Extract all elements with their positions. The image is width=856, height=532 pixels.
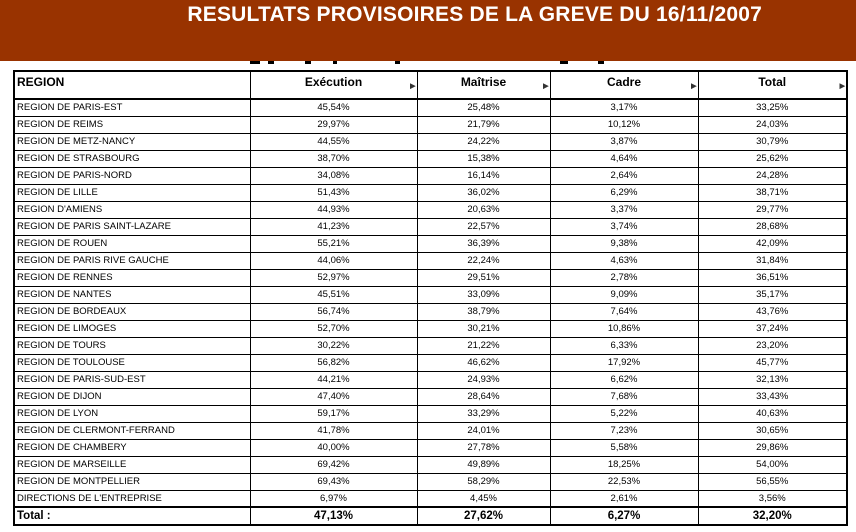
table-row bbox=[14, 405, 847, 422]
execution-cell: 44,21% bbox=[250, 371, 417, 388]
header-label: Maîtrise bbox=[460, 75, 507, 89]
cadre-cell: 6,29% bbox=[550, 184, 698, 201]
header-label: Total bbox=[758, 75, 787, 89]
total-cell: 35,17% bbox=[698, 286, 847, 303]
dropdown-arrow-icon[interactable]: ▶ bbox=[691, 83, 697, 90]
cadre-cell: 3,17% bbox=[550, 99, 698, 116]
table-row bbox=[14, 456, 847, 473]
table-row bbox=[14, 184, 847, 201]
banner-cut-strip bbox=[0, 61, 856, 68]
total-cell: 45,77% bbox=[698, 354, 847, 371]
table-row bbox=[14, 303, 847, 320]
maitrise-cell: 4,45% bbox=[417, 490, 550, 507]
dropdown-arrow-icon[interactable]: ▶ bbox=[410, 83, 416, 90]
total-cell: 25,62% bbox=[698, 150, 847, 167]
header-label: Exécution bbox=[304, 75, 363, 89]
execution-cell: 55,21% bbox=[250, 235, 417, 252]
maitrise-cell: 28,64% bbox=[417, 388, 550, 405]
header-cell-execution[interactable] bbox=[250, 71, 417, 99]
execution-cell: 52,97% bbox=[250, 269, 417, 286]
execution-cell: 41,23% bbox=[250, 218, 417, 235]
table-row bbox=[14, 252, 847, 269]
maitrise-cell: 24,22% bbox=[417, 133, 550, 150]
total-cell: 30,65% bbox=[698, 422, 847, 439]
region-name-cell: Total : bbox=[14, 507, 250, 525]
execution-cell: 45,51% bbox=[250, 286, 417, 303]
cadre-cell: 7,64% bbox=[550, 303, 698, 320]
execution-cell: 30,22% bbox=[250, 337, 417, 354]
execution-cell: 29,97% bbox=[250, 116, 417, 133]
maitrise-cell: 24,93% bbox=[417, 371, 550, 388]
execution-cell: 41,78% bbox=[250, 422, 417, 439]
cadre-cell: 3,74% bbox=[550, 218, 698, 235]
maitrise-cell: 22,57% bbox=[417, 218, 550, 235]
region-name-cell: REGION DE CHAMBERY bbox=[14, 439, 250, 456]
region-name-cell: REGION DE MONTPELLIER bbox=[14, 473, 250, 490]
table-row bbox=[14, 167, 847, 184]
cadre-cell: 6,33% bbox=[550, 337, 698, 354]
table-row bbox=[14, 235, 847, 252]
maitrise-cell: 15,38% bbox=[417, 150, 550, 167]
dropdown-arrow-icon[interactable]: ▶ bbox=[839, 83, 845, 90]
total-cell: 37,24% bbox=[698, 320, 847, 337]
maitrise-cell: 58,29% bbox=[417, 473, 550, 490]
header-cell-total[interactable] bbox=[698, 71, 847, 99]
maitrise-cell: 21,79% bbox=[417, 116, 550, 133]
total-row bbox=[14, 507, 847, 525]
results-table bbox=[13, 70, 848, 526]
table-row bbox=[14, 201, 847, 218]
table-row bbox=[14, 133, 847, 150]
maitrise-cell: 29,51% bbox=[417, 269, 550, 286]
region-name-cell: REGION DE PARIS SAINT-LAZARE bbox=[14, 218, 250, 235]
region-name-cell: REGION DE STRASBOURG bbox=[14, 150, 250, 167]
region-name-cell: REGION D'AMIENS bbox=[14, 201, 250, 218]
table-row bbox=[14, 286, 847, 303]
total-cell: 3,56% bbox=[698, 490, 847, 507]
table-row bbox=[14, 388, 847, 405]
header-cell-region bbox=[14, 71, 250, 99]
cadre-cell: 6,27% bbox=[550, 507, 698, 525]
execution-cell: 44,55% bbox=[250, 133, 417, 150]
region-name-cell: REGION DE DIJON bbox=[14, 388, 250, 405]
total-cell: 24,28% bbox=[698, 167, 847, 184]
cadre-cell: 10,12% bbox=[550, 116, 698, 133]
execution-cell: 47,13% bbox=[250, 507, 417, 525]
table-row bbox=[14, 354, 847, 371]
execution-cell: 56,74% bbox=[250, 303, 417, 320]
region-name-cell: REGION DE PARIS-NORD bbox=[14, 167, 250, 184]
results-table-container bbox=[13, 70, 846, 524]
page-title: RESULTATS PROVISOIRES DE LA GREVE DU 16/11/2007 bbox=[187, 3, 762, 26]
maitrise-cell: 33,09% bbox=[417, 286, 550, 303]
region-name-cell: REGION DE PARIS-SUD-EST bbox=[14, 371, 250, 388]
cadre-cell: 3,37% bbox=[550, 201, 698, 218]
execution-cell: 52,70% bbox=[250, 320, 417, 337]
total-cell: 33,25% bbox=[698, 99, 847, 116]
maitrise-cell: 20,63% bbox=[417, 201, 550, 218]
dropdown-arrow-icon[interactable]: ▶ bbox=[543, 83, 549, 90]
table-row bbox=[14, 99, 847, 116]
maitrise-cell: 24,01% bbox=[417, 422, 550, 439]
header-cell-cadre[interactable] bbox=[550, 71, 698, 99]
cadre-cell: 22,53% bbox=[550, 473, 698, 490]
total-cell: 32,20% bbox=[698, 507, 847, 525]
execution-cell: 40,00% bbox=[250, 439, 417, 456]
region-name-cell: REGION DE LYON bbox=[14, 405, 250, 422]
table-row bbox=[14, 371, 847, 388]
execution-cell: 44,06% bbox=[250, 252, 417, 269]
region-name-cell: REGION DE METZ-NANCY bbox=[14, 133, 250, 150]
total-cell: 42,09% bbox=[698, 235, 847, 252]
total-cell: 43,76% bbox=[698, 303, 847, 320]
total-cell: 54,00% bbox=[698, 456, 847, 473]
region-name-cell: REGION DE ROUEN bbox=[14, 235, 250, 252]
cadre-cell: 9,38% bbox=[550, 235, 698, 252]
total-cell: 40,63% bbox=[698, 405, 847, 422]
total-cell: 36,51% bbox=[698, 269, 847, 286]
table-row bbox=[14, 422, 847, 439]
maitrise-cell: 36,02% bbox=[417, 184, 550, 201]
cadre-cell: 2,78% bbox=[550, 269, 698, 286]
cadre-cell: 4,64% bbox=[550, 150, 698, 167]
cadre-cell: 7,68% bbox=[550, 388, 698, 405]
maitrise-cell: 36,39% bbox=[417, 235, 550, 252]
total-cell: 31,84% bbox=[698, 252, 847, 269]
region-name-cell: REGION DE BORDEAUX bbox=[14, 303, 250, 320]
table-row bbox=[14, 320, 847, 337]
region-name-cell: REGION DE PARIS RIVE GAUCHE bbox=[14, 252, 250, 269]
execution-cell: 45,54% bbox=[250, 99, 417, 116]
total-cell: 24,03% bbox=[698, 116, 847, 133]
maitrise-cell: 30,21% bbox=[417, 320, 550, 337]
header-cell-maitrise[interactable] bbox=[417, 71, 550, 99]
region-name-cell: REGION DE LILLE bbox=[14, 184, 250, 201]
total-cell: 32,13% bbox=[698, 371, 847, 388]
execution-cell: 34,08% bbox=[250, 167, 417, 184]
region-name-cell: REGION DE MARSEILLE bbox=[14, 456, 250, 473]
total-cell: 33,43% bbox=[698, 388, 847, 405]
maitrise-cell: 38,79% bbox=[417, 303, 550, 320]
cadre-cell: 2,64% bbox=[550, 167, 698, 184]
execution-cell: 69,43% bbox=[250, 473, 417, 490]
execution-cell: 59,17% bbox=[250, 405, 417, 422]
table-row bbox=[14, 439, 847, 456]
cadre-cell: 9,09% bbox=[550, 286, 698, 303]
table-row bbox=[14, 269, 847, 286]
maitrise-cell: 49,89% bbox=[417, 456, 550, 473]
table-row bbox=[14, 218, 847, 235]
header-label: Cadre bbox=[606, 75, 641, 89]
table-row bbox=[14, 150, 847, 167]
cadre-cell: 6,62% bbox=[550, 371, 698, 388]
region-name-cell: REGION DE TOURS bbox=[14, 337, 250, 354]
total-cell: 28,68% bbox=[698, 218, 847, 235]
table-row bbox=[14, 337, 847, 354]
cadre-cell: 18,25% bbox=[550, 456, 698, 473]
cadre-cell: 10,86% bbox=[550, 320, 698, 337]
cadre-cell: 5,22% bbox=[550, 405, 698, 422]
title-banner bbox=[0, 0, 856, 61]
table-row bbox=[14, 473, 847, 490]
table-row bbox=[14, 116, 847, 133]
execution-cell: 6,97% bbox=[250, 490, 417, 507]
region-name-cell: REGION DE PARIS-EST bbox=[14, 99, 250, 116]
table-row bbox=[14, 490, 847, 507]
cadre-cell: 5,58% bbox=[550, 439, 698, 456]
execution-cell: 47,40% bbox=[250, 388, 417, 405]
maitrise-cell: 16,14% bbox=[417, 167, 550, 184]
cadre-cell: 7,23% bbox=[550, 422, 698, 439]
total-cell: 23,20% bbox=[698, 337, 847, 354]
maitrise-cell: 27,78% bbox=[417, 439, 550, 456]
maitrise-cell: 46,62% bbox=[417, 354, 550, 371]
total-cell: 56,55% bbox=[698, 473, 847, 490]
header-label: REGION bbox=[17, 75, 65, 89]
total-cell: 29,86% bbox=[698, 439, 847, 456]
region-name-cell: DIRECTIONS DE L'ENTREPRISE bbox=[14, 490, 250, 507]
region-name-cell: REGION DE LIMOGES bbox=[14, 320, 250, 337]
maitrise-cell: 27,62% bbox=[417, 507, 550, 525]
execution-cell: 44,93% bbox=[250, 201, 417, 218]
cadre-cell: 4,63% bbox=[550, 252, 698, 269]
execution-cell: 38,70% bbox=[250, 150, 417, 167]
maitrise-cell: 25,48% bbox=[417, 99, 550, 116]
maitrise-cell: 33,29% bbox=[417, 405, 550, 422]
execution-cell: 56,82% bbox=[250, 354, 417, 371]
header-row bbox=[14, 71, 847, 99]
total-cell: 30,79% bbox=[698, 133, 847, 150]
region-name-cell: REGION DE NANTES bbox=[14, 286, 250, 303]
execution-cell: 69,42% bbox=[250, 456, 417, 473]
maitrise-cell: 21,22% bbox=[417, 337, 550, 354]
region-name-cell: REGION DE REIMS bbox=[14, 116, 250, 133]
execution-cell: 51,43% bbox=[250, 184, 417, 201]
cadre-cell: 3,87% bbox=[550, 133, 698, 150]
total-cell: 38,71% bbox=[698, 184, 847, 201]
cadre-cell: 2,61% bbox=[550, 490, 698, 507]
total-cell: 29,77% bbox=[698, 201, 847, 218]
region-name-cell: REGION DE CLERMONT-FERRAND bbox=[14, 422, 250, 439]
region-name-cell: REGION DE RENNES bbox=[14, 269, 250, 286]
cadre-cell: 17,92% bbox=[550, 354, 698, 371]
maitrise-cell: 22,24% bbox=[417, 252, 550, 269]
region-name-cell: REGION DE TOULOUSE bbox=[14, 354, 250, 371]
